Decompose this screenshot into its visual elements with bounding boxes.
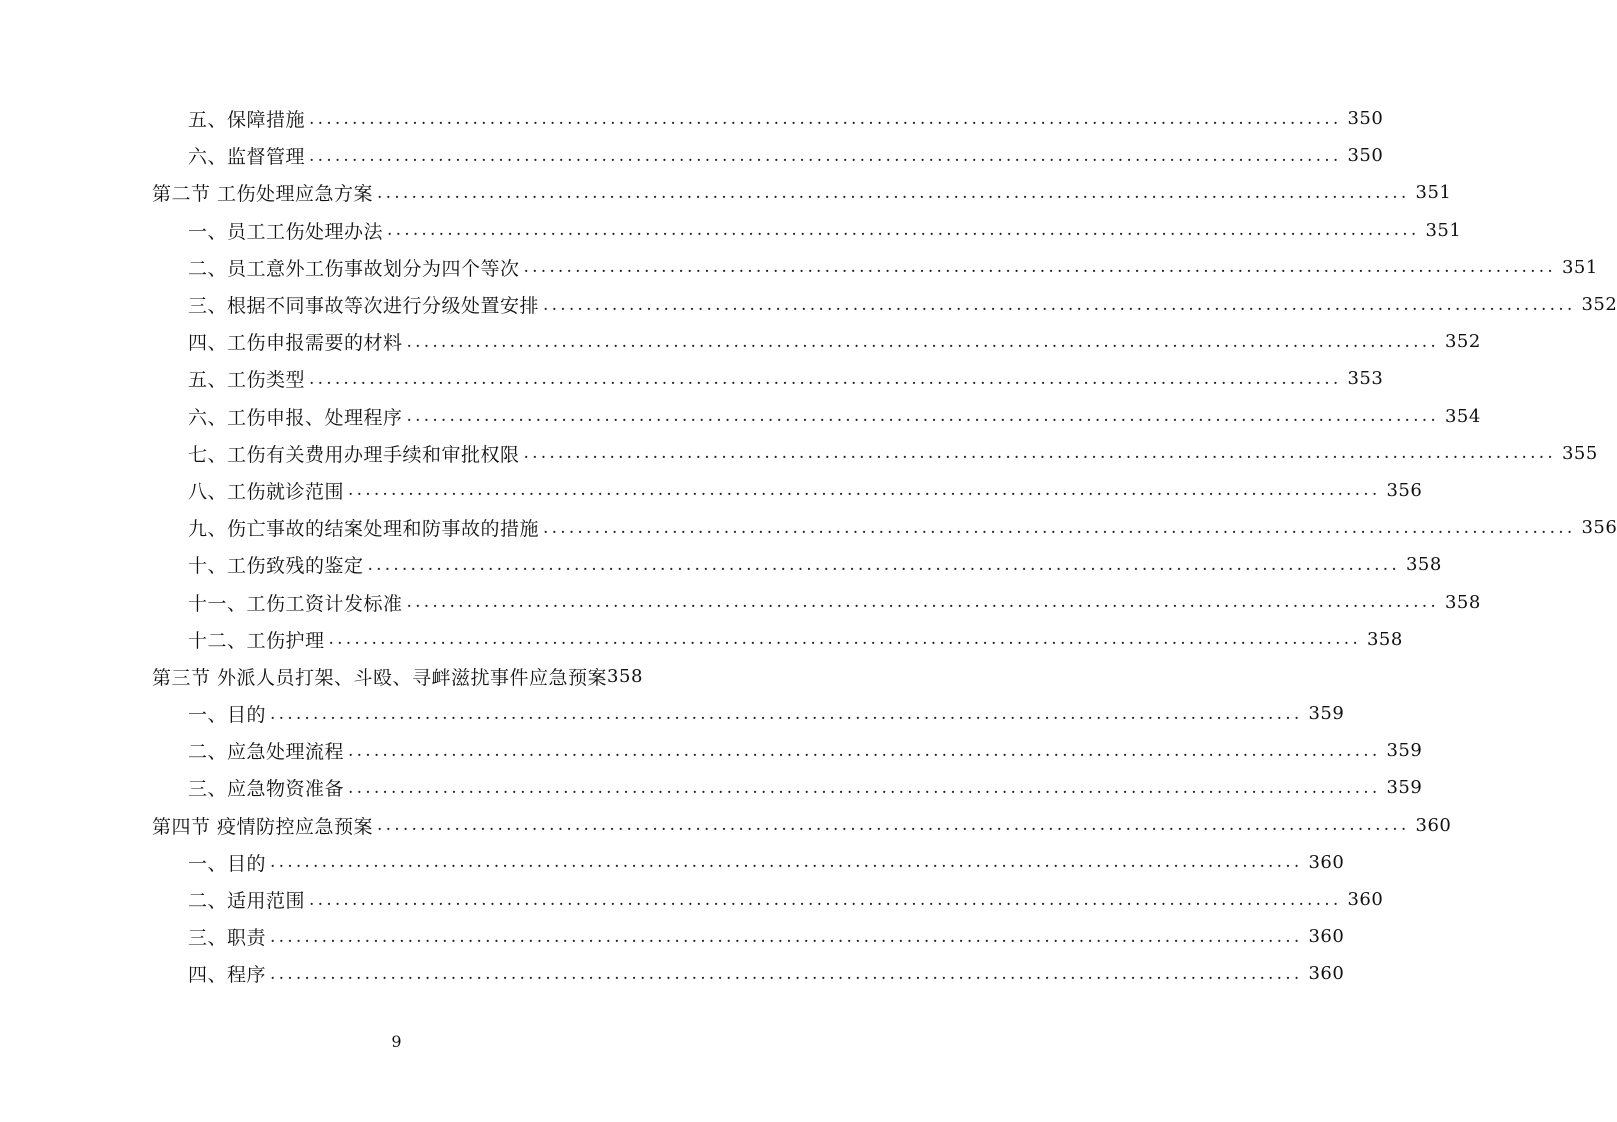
toc-entry[interactable] (0, 509, 1617, 546)
toc-entry[interactable] (0, 323, 1481, 360)
toc-entry-title: 第二节 工伤处理应急方案 (152, 183, 374, 206)
toc-dot-leader: ........................................................................................................................ (309, 368, 1342, 389)
toc-entry-page: 351 (1415, 182, 1452, 204)
toc-entry-title: 五、工伤类型 (188, 369, 306, 392)
toc-entry[interactable] (0, 621, 1403, 658)
toc-dot-leader: ........................................................................................................................ (328, 629, 1361, 650)
toc-dot-leader: ........................................................................................................................ (543, 517, 1576, 538)
toc-entry-title: 五、保障措施 (188, 109, 306, 132)
toc-entry[interactable] (0, 249, 1598, 286)
toc-dot-leader: ........................................................................................................................ (348, 480, 1381, 501)
toc-dot-leader: ........................................................................................................................ (270, 963, 1303, 984)
toc-dot-leader: ........................................................................................................................ (348, 777, 1381, 798)
toc-entry[interactable] (0, 583, 1481, 620)
toc-entry-title: 十一、工伤工资计发标准 (188, 592, 403, 615)
toc-section-entry[interactable] (0, 658, 793, 695)
toc-entry-page: 356 (1581, 517, 1617, 539)
toc-entry[interactable] (0, 695, 1345, 732)
toc-dot-leader: ........................................................................................................................ (270, 703, 1303, 724)
toc-entry-title: 第四节 疫情防控应急预案 (152, 815, 374, 838)
toc-entry-title: 三、应急物资准备 (188, 778, 345, 801)
toc-dot-leader: ........................................................................................................................ (406, 592, 1439, 613)
toc-entry[interactable] (0, 955, 1345, 992)
toc-entry[interactable] (0, 918, 1345, 955)
toc-entry-page: 355 (1561, 442, 1598, 464)
toc-entry-page: 352 (1444, 331, 1481, 353)
toc-entry[interactable] (0, 286, 1617, 323)
toc-entry-title: 二、适用范围 (188, 890, 306, 913)
toc-section-entry[interactable] (0, 807, 1452, 844)
toc-entry-page: 358 (607, 665, 643, 687)
toc-entry-page: 358 (1405, 554, 1442, 576)
toc-dot-leader: ........................................................................................................................ (270, 852, 1303, 873)
toc-entry-page: 351 (1425, 219, 1462, 241)
toc-entry-page: 358 (1444, 591, 1481, 613)
toc-entry-title: 四、工伤申报需要的材料 (188, 332, 403, 355)
toc-entry-title: 二、应急处理流程 (188, 741, 345, 764)
toc-dot-leader: ........................................................................................................................ (309, 145, 1342, 166)
toc-entry-title: 六、工伤申报、处理程序 (188, 406, 403, 429)
toc-entry-page: 351 (1561, 256, 1598, 278)
toc-dot-leader: ........................................................................................................................ (348, 740, 1381, 761)
toc-entry-title: 八、工伤就诊范围 (188, 480, 345, 503)
toc-entry-title: 二、员工意外工伤事故划分为四个等次 (188, 257, 520, 280)
toc-dot-leader: ........................................................................................................................ (387, 220, 1420, 241)
toc-entry[interactable] (0, 212, 1462, 249)
toc-entry[interactable] (0, 472, 1423, 509)
toc-entry[interactable] (0, 769, 1423, 806)
toc-entry-page: 350 (1347, 145, 1384, 167)
toc-entry[interactable] (0, 398, 1481, 435)
toc-entry-title: 一、员工工伤处理办法 (188, 220, 384, 243)
toc-entry[interactable] (0, 546, 1442, 583)
toc-dot-leader: ........................................................................................................................ (406, 331, 1439, 352)
toc-entry-page: 359 (1386, 777, 1423, 799)
toc-entry-title: 十、工伤致残的鉴定 (188, 555, 364, 578)
toc-dot-leader: ........................................................................................................................ (543, 294, 1576, 315)
toc-entry-page: 360 (1308, 963, 1345, 985)
toc-entry-title: 四、程序 (188, 964, 267, 987)
toc-entry-page: 354 (1444, 405, 1481, 427)
toc-entry-title: 七、工伤有关费用办理手续和审批权限 (188, 443, 520, 466)
toc-dot-leader: ........................................................................................................................ (523, 257, 1556, 278)
toc-entry[interactable] (0, 435, 1598, 472)
toc-dot-leader: ........................................................................................................................ (523, 443, 1556, 464)
toc-entry-page: 350 (1347, 108, 1384, 130)
toc-entry-page: 360 (1347, 889, 1384, 911)
toc-entry-page: 356 (1386, 479, 1423, 501)
toc-entry-title: 十二、工伤护理 (188, 629, 325, 652)
toc-entry-title: 三、根据不同事故等次进行分级处置安排 (188, 295, 540, 318)
toc-entry[interactable] (0, 732, 1423, 769)
page-number: 9 (391, 1032, 402, 1051)
toc-section-entry[interactable] (0, 174, 1452, 211)
toc-entry-page: 360 (1415, 814, 1452, 836)
toc-dot-leader: ........................................................................................................................ (377, 182, 1410, 203)
toc-entry-page: 359 (1308, 703, 1345, 725)
table-of-contents (0, 100, 1617, 993)
toc-dot-leader: ........................................................................................................................ (309, 889, 1342, 910)
toc-entry-page: 359 (1386, 740, 1423, 762)
toc-entry[interactable] (0, 137, 1384, 174)
toc-entry-title: 六、监督管理 (188, 146, 306, 169)
toc-entry[interactable] (0, 881, 1384, 918)
toc-entry-title: 第三节 外派人员打架、斗殴、寻衅滋扰事件应急预案 (152, 666, 608, 689)
toc-entry-title: 一、目的 (188, 852, 267, 875)
toc-entry-title: 九、伤亡事故的结案处理和防事故的措施 (188, 518, 540, 541)
toc-entry-title: 一、目的 (188, 704, 267, 727)
toc-entry[interactable] (0, 100, 1384, 137)
toc-entry-page: 352 (1581, 294, 1617, 316)
toc-entry[interactable] (0, 360, 1384, 397)
toc-dot-leader: ........................................................................................................................ (309, 108, 1342, 129)
toc-entry-page: 353 (1347, 368, 1384, 390)
toc-dot-leader: ........................................................................................................................ (377, 815, 1410, 836)
toc-dot-leader: ........................................................................................................................ (270, 926, 1303, 947)
toc-dot-leader: ........................................................................................................................ (367, 554, 1400, 575)
toc-entry-page: 360 (1308, 926, 1345, 948)
toc-entry-title: 三、职责 (188, 927, 267, 950)
toc-dot-leader: ........................................................................................................................ (406, 406, 1439, 427)
toc-entry-page: 358 (1366, 628, 1403, 650)
toc-entry-page: 360 (1308, 851, 1345, 873)
toc-entry[interactable] (0, 844, 1345, 881)
